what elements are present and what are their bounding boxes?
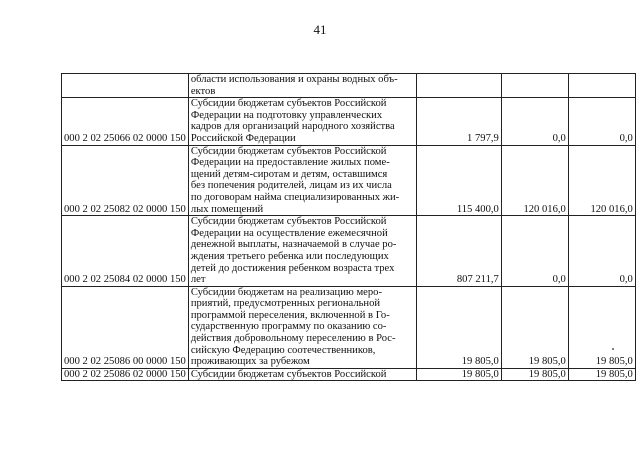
- table-row: [62, 216, 636, 287]
- budget-code-cell: 000 2 02 25086 02 0000 150: [62, 368, 189, 381]
- budget-code-cell: 000 2 02 25066 02 0000 150: [62, 98, 189, 145]
- amount-cell-2: 120 016,0: [501, 145, 568, 216]
- description-cell: [188, 368, 416, 381]
- amount-cell-1: 19 805,0: [416, 286, 501, 368]
- description-line: щений детям-сиротам и детям, оставшимся: [190, 168, 388, 180]
- description-line: Федерации на осуществление ежемесячной: [190, 227, 388, 239]
- amount-cell-3: 19 805,0: [568, 286, 635, 368]
- amount-cell-2: 0,0: [501, 98, 568, 145]
- description-line: Субсидии бюджетам субъектов Российской: [190, 98, 387, 110]
- amount-cell-3: [568, 74, 635, 98]
- amount-cell-1: [416, 74, 501, 98]
- table-row: [62, 368, 636, 381]
- table-row: [62, 98, 636, 145]
- description-line: лых помещений: [190, 203, 264, 215]
- description-line: сударственную программу по оказанию со-: [190, 321, 387, 333]
- description-line: приятий, предусмотренных региональной: [190, 298, 381, 310]
- description-line: Российской Федерации: [190, 132, 296, 144]
- description-line: ждения третьего ребенка или последующих: [190, 250, 389, 262]
- description-line: Субсидии бюджетам на реализацию меро-: [190, 286, 382, 298]
- description-line: Федерации на подготовку управленческих: [190, 109, 383, 121]
- description-cell: [188, 145, 416, 216]
- description-line: области использования и охраны водных объ-: [190, 74, 398, 85]
- budget-code-cell: 000 2 02 25084 02 0000 150: [62, 216, 189, 287]
- description-cell: [188, 74, 416, 98]
- budget-table-body: [62, 74, 636, 381]
- description-line: Субсидии бюджетам субъектов Российской: [190, 216, 387, 228]
- description-line: по договорам найма специализированных жи-: [190, 191, 400, 203]
- budget-code-cell: 000 2 02 25082 02 0000 150: [62, 145, 189, 216]
- table-row: [62, 74, 636, 98]
- table-row: [62, 145, 636, 216]
- amount-cell-3: 0,0: [568, 216, 635, 287]
- description-line: Субсидии бюджетам субъектов Российской: [190, 368, 387, 380]
- description-line: лет: [190, 274, 206, 286]
- description-cell: [188, 286, 416, 368]
- amount-cell-2: 19 805,0: [501, 286, 568, 368]
- description-line: ектов: [190, 85, 216, 97]
- description-line: проживающих за рубежом: [190, 356, 310, 368]
- amount-cell-3: 0,0: [568, 98, 635, 145]
- page-number: 41: [313, 22, 327, 37]
- description-cell: [188, 216, 416, 287]
- description-line: действия добровольному переселению в Рос-: [190, 333, 396, 345]
- amount-cell-2: 19 805,0: [501, 368, 568, 381]
- table-row: [62, 286, 636, 368]
- amount-cell-3: 19 805,0: [568, 368, 635, 381]
- amount-cell-1: 115 400,0: [416, 145, 501, 216]
- amount-cell-1: 1 797,9: [416, 98, 501, 145]
- description-line: детей до достижения ребенком возраста трех: [190, 262, 395, 274]
- amount-cell-2: 0,0: [501, 216, 568, 287]
- budget-code-cell: 000 2 02 25086 00 0000 150: [62, 286, 189, 368]
- description-line: денежной выплаты, назначаемой в случае ро-: [190, 239, 397, 251]
- description-cell: [188, 98, 416, 145]
- amount-cell-1: 19 805,0: [416, 368, 501, 381]
- description-line: Федерации на предоставление жилых поме-: [190, 157, 390, 169]
- budget-code-cell: [62, 74, 189, 98]
- amount-cell-2: [501, 74, 568, 98]
- description-line: кадров для организаций народного хозяйства: [190, 121, 395, 133]
- scan-dot: [612, 348, 614, 350]
- description-line: программой переселения, включенной в Го-: [190, 309, 390, 321]
- description-line: Субсидии бюджетам субъектов Российской: [190, 145, 387, 157]
- amount-cell-1: 807 211,7: [416, 216, 501, 287]
- description-line: без попечения родителей, лицам из их числа: [190, 180, 392, 192]
- description-line: сийскую Федерацию соотечественников,: [190, 344, 376, 356]
- budget-table: [61, 73, 636, 381]
- amount-cell-3: 120 016,0: [568, 145, 635, 216]
